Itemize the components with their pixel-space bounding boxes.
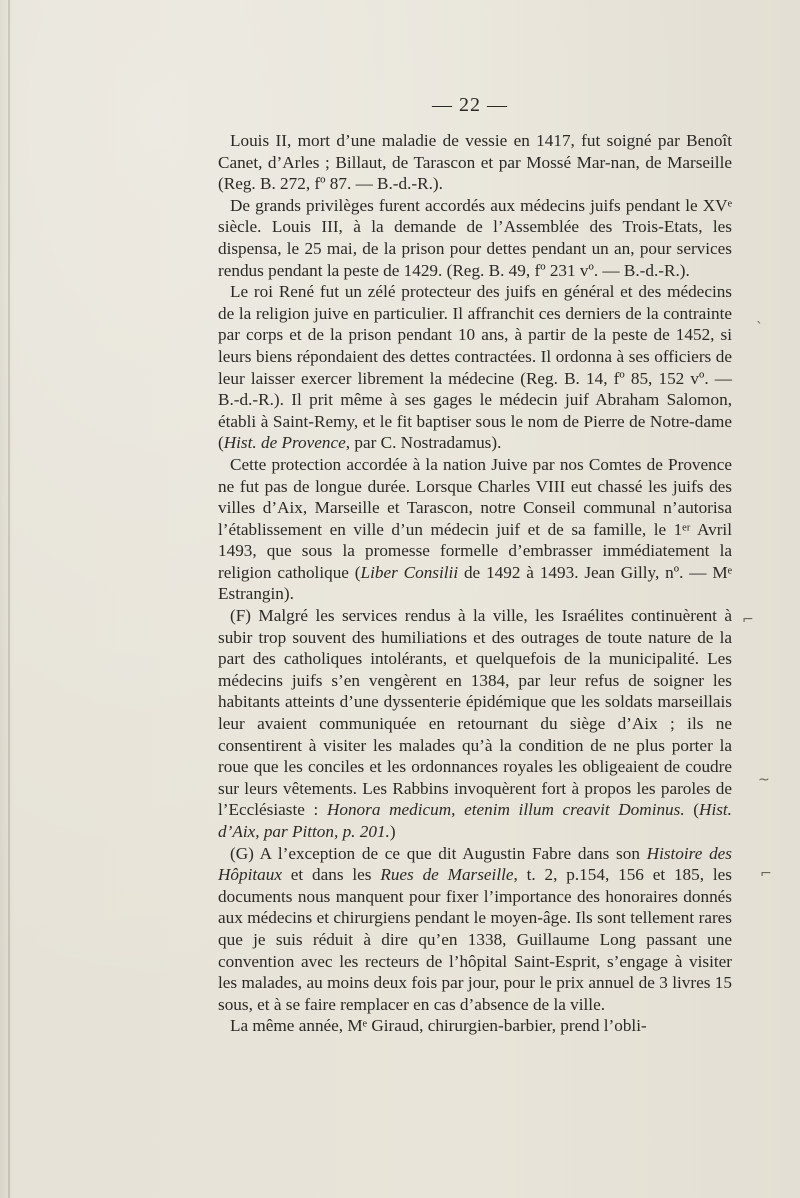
text-run: (F) Malgré les services rendus à la ville, les Israélites continuèrent à subir trop souvent des humiliations et des outrages de toute nature de la part des catholiques intolérants, et quelquefois de la municipalité. Les médecins juifs s’en vengèrent en 1384, par leur refus de soigner les habitants atteints d’une dyssenterie épidémique que les soldats marseillais leur avaient communiquée en retournant du siège d’Aix ; ils ne consentirent à visiter les malades qu’à la condition de ne plus porter la roue que les conciles et les ordonnances royales les obligeaient de coudre sur leurs vêtements. Les Rabbins invoquèrent fort à propos les paroles de l’Ecclésiaste : bbox=[218, 606, 732, 820]
margin-mark: ⌐ bbox=[760, 866, 772, 882]
text-run: Cette protection accordée à la nation Juive par nos Comtes de Provence ne fut pas de longue durée. Lorsque Charles VIII eut chassé les juifs des villes d’Aix, Marseille et Tarascon, notre Conseil communal n’autorisa l’établissement en ville d’un médecin juif et de sa famille, le 1ᵉʳ Avril 1493, que sous la promesse formelle d’embrasser immédiatement la religion catholique ( bbox=[218, 454, 732, 582]
italic-text: Honora medicum, etenim illum creavit Dominus. bbox=[326, 800, 685, 820]
text-run: et dans les bbox=[281, 865, 381, 885]
text-run: , t. 2, p.154, 156 et 185, les documents nous manquent pour fixer l’importance des honoraires donnés aux médecins et chirurgiens pendant le moyen-âge. Ils sont tellement rares que je suis réduit à dire qu’en 1338, Guillaume Long passant une convention avec les recteurs de l’hôpital Saint-Esprit, s’engage à visiter les malades, au moins deux fois par jour, pour le prix annuel de 3 livres 15 sous, et à se faire remplacer en cas d’absence de la ville. bbox=[218, 865, 732, 1014]
text-run: (G) A l’exception de ce que dit Augustin Fabre dans son bbox=[230, 843, 647, 863]
page-edge-shadow bbox=[8, 0, 10, 1198]
italic-text: Hist. de Provence bbox=[223, 433, 346, 453]
margin-mark: ~ bbox=[758, 772, 770, 788]
text-run: de 1492 à 1493. Jean Gilly, nº. — Mᵉ Estrangin). bbox=[218, 562, 733, 604]
italic-text: Rues de Marseille bbox=[380, 865, 514, 885]
paragraph bbox=[218, 454, 732, 605]
paragraph bbox=[218, 281, 732, 454]
text-run: ) bbox=[389, 822, 396, 841]
page-number: — 22 — bbox=[432, 94, 508, 116]
text-run: La même année, Mᵉ Giraud, chirurgien-barbier, prend l’obli- bbox=[230, 1016, 647, 1036]
text-run: Louis II, mort d’une maladie de vessie en 1417, fut soigné par Benoît Canet, d’Arles ; Billaut, de Tarascon et par Mossé Mar-nan, de Marseille (Reg. B. 272, fº 87. — B.-d.-R.). bbox=[218, 131, 732, 194]
paragraph bbox=[218, 605, 732, 843]
italic-text: Hist. d’Aix, par Pitton, p. 201. bbox=[218, 800, 732, 841]
text-run: De grands privilèges furent accordés aux médecins juifs pendant le XVᵉ siècle. Louis III, à la demande de l’Assemblée des Trois-Etats, les dispensa, le 25 mai, de la prison pour dettes pendant un an, pour services rendus pendant la peste de 1429. (Reg. B. 49, fº 231 vº. — B.-d.-R.). bbox=[218, 195, 732, 280]
text-run: Le roi René fut un zélé protecteur des juifs en général et des médecins de la religion juive en particulier. Il affranchit ces derniers de la contrainte par corps et de la prison pendant 10 ans, à partir de la peste de 1452, si leurs biens répondaient des dettes contractées. Il ordonna à ses officiers de leur laisser exercer librement la médecine (Reg. B. 14, fº 85, 152 vº. — B.-d.-R.). Il prit même à ses gages le médecin juif Abraham Salomon, établi à Saint-Remy, et le fit baptiser sous le nom de Pierre de Notre-dame ( bbox=[218, 282, 732, 453]
italic-text: Liber Consilii bbox=[360, 562, 459, 582]
italic-text: Histoire des Hôpitaux bbox=[218, 843, 732, 885]
text-run: ( bbox=[684, 800, 700, 820]
margin-mark: ⌐ bbox=[742, 612, 754, 628]
body-text bbox=[218, 130, 732, 1037]
paragraph bbox=[218, 130, 732, 195]
margin-mark: ˎ bbox=[756, 308, 763, 324]
paragraph bbox=[218, 843, 732, 1016]
text-run: , par C. Nostradamus). bbox=[345, 433, 502, 453]
paragraph bbox=[218, 195, 732, 281]
paragraph bbox=[218, 1015, 732, 1037]
